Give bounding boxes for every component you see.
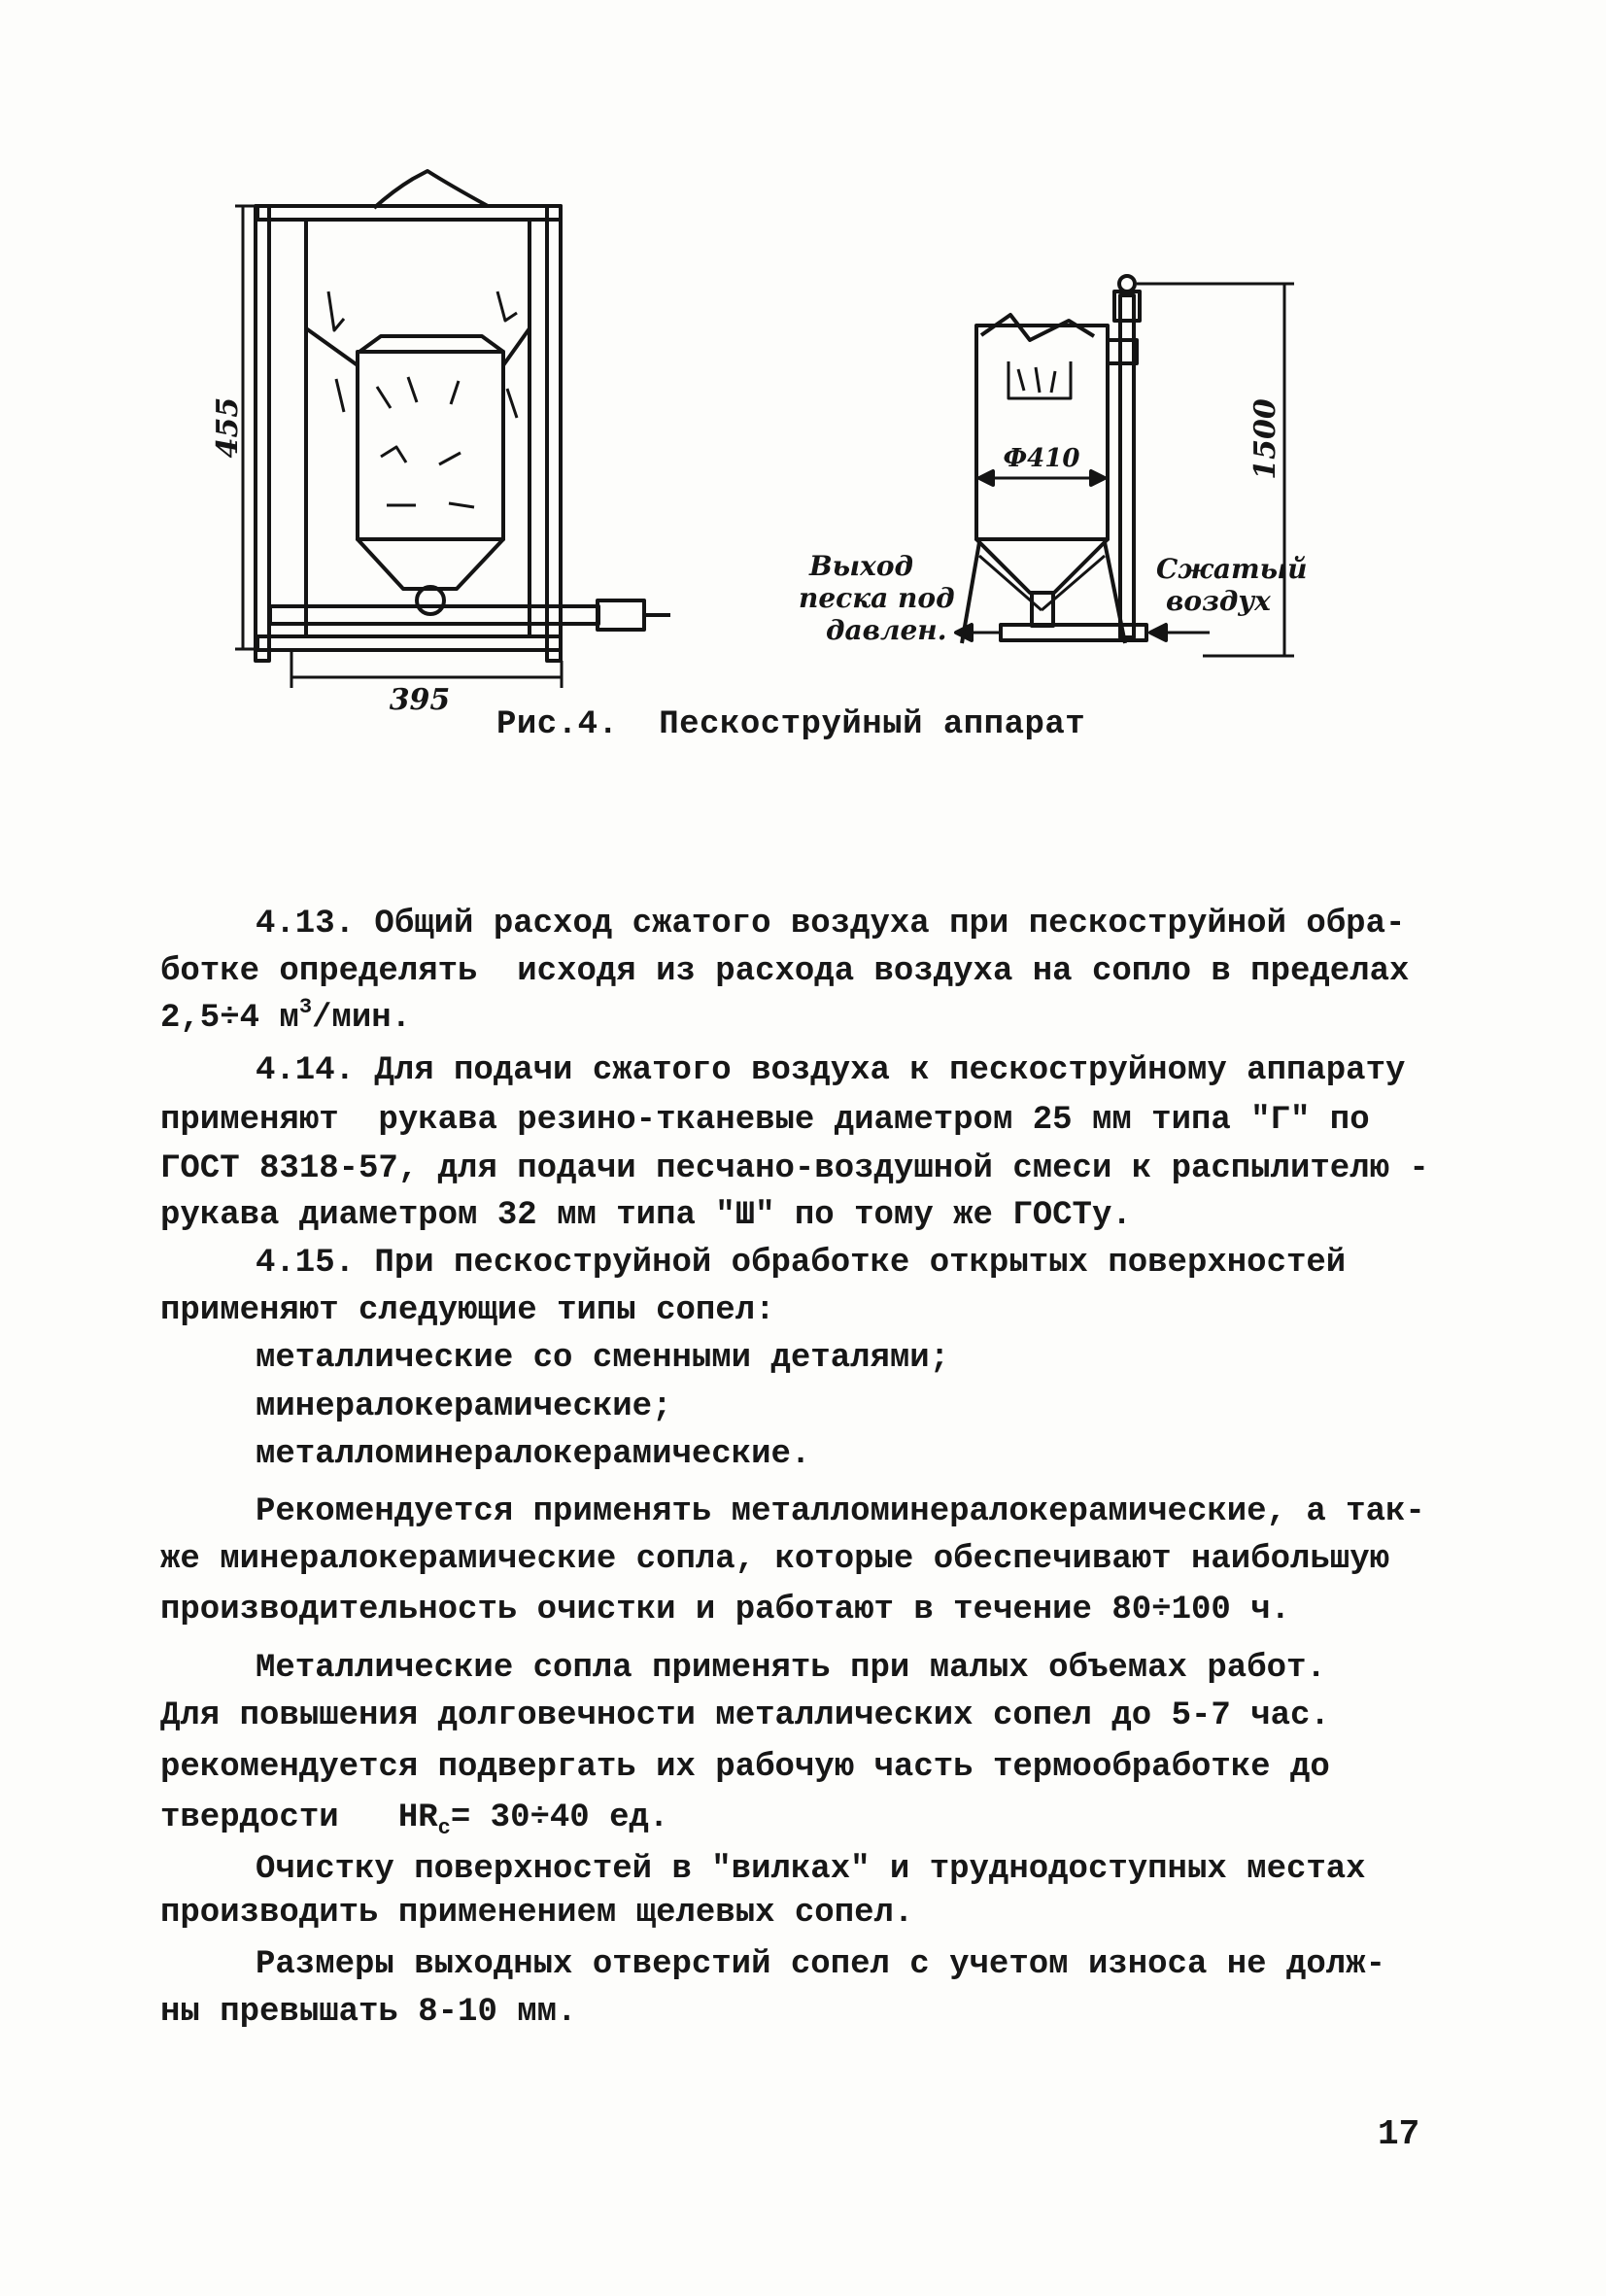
- outlet-arrow-head: [956, 625, 972, 640]
- tank-body: [976, 326, 1108, 539]
- brace-right: [1042, 556, 1105, 610]
- metal-nozzles-line-1: Металлические сопла применять при малых объемах работ.: [256, 1650, 1326, 1687]
- paragraph-4-14-line-3: ГОСТ 8318-57, для подачи песчано-воздушной смеси к распылителю -: [160, 1150, 1429, 1187]
- right-diameter-label: Ф410: [1003, 444, 1080, 473]
- flow-rate-value: 2,5÷4 м: [160, 1000, 299, 1037]
- hardness-value: = 30÷40 ед.: [450, 1799, 669, 1836]
- hopper-cone: [976, 539, 1108, 593]
- tank-support-right: [503, 328, 530, 365]
- tank-support-left: [306, 328, 358, 365]
- nozzle-type-item: металломинералокерамические.: [256, 1436, 811, 1473]
- recommendation-line-2: же минералокерамические сопла, которые обеспечивают наибольшую: [160, 1541, 1390, 1578]
- hopper-cone: [358, 539, 503, 589]
- recommendation-line-1: Рекомендуется применять металломинералокерамические, а так-: [256, 1493, 1425, 1530]
- metal-nozzles-line-4: [160, 1797, 668, 1839]
- nozzle-type-item: металлические со сменными деталями;: [256, 1340, 950, 1377]
- forks-cleaning-line-1: Очистку поверхностей в "вилках" и труднодоступных местах: [256, 1851, 1366, 1888]
- frame-bottom-beam: [257, 636, 561, 650]
- pipe-fitting: [598, 600, 644, 630]
- inlet-label-line-2: воздух: [1166, 585, 1271, 617]
- orifice-size-line-1: Размеры выходных отверстий сопел с учетом износа не долж-: [256, 1946, 1385, 1983]
- outlet-label-line-3: давлен.: [826, 614, 947, 646]
- figure-4-drawings: [0, 0, 1606, 748]
- frame-top-beam: [257, 206, 561, 220]
- hardness-label: твердости HR: [160, 1799, 438, 1836]
- paragraph-4-14-line-2: применяют рукава резино-тканевые диаметром 25 мм типа "Г" по: [160, 1102, 1370, 1139]
- right-height-dimension-label: 1500: [1248, 398, 1282, 480]
- tank-body: [358, 352, 503, 539]
- flow-rate-exponent: 3: [298, 995, 313, 1019]
- page-number: 17: [1378, 2114, 1420, 2154]
- diameter-arrow-left: [979, 471, 993, 485]
- metal-nozzles-line-2: Для повышения долговечности металлических сопел до 5-7 час.: [160, 1697, 1330, 1734]
- paragraph-4-14-line-4: рукава диаметром 32 мм типа "Ш" по тому же ГОСТу.: [160, 1197, 1132, 1234]
- paragraph-4-13-line-1: 4.13. Общий расход сжатого воздуха при пескоструйной обра-: [256, 906, 1406, 942]
- frame-left-outer-post: [256, 206, 269, 661]
- left-apparatus-drawing: [235, 171, 670, 688]
- hardness-scale-subscript: с: [437, 1816, 451, 1840]
- orifice-size-line-2: ны превышать 8-10 мм.: [160, 1994, 577, 2031]
- paragraph-4-15-line-1: 4.15. При пескоструйной обработке открытых поверхностей: [256, 1245, 1347, 1282]
- riser-valve-handle: [1119, 276, 1135, 291]
- outlet-label-line-1: Выход: [809, 550, 913, 582]
- diameter-arrow-right: [1091, 471, 1105, 485]
- left-height-dimension-label: 455: [211, 396, 245, 459]
- metal-nozzles-line-3: рекомендуется подвергать их рабочую часть термообработке до: [160, 1749, 1330, 1786]
- tank-inner-mechanism: [1008, 361, 1071, 398]
- paragraph-4-14-line-1: 4.14. Для подачи сжатого воздуха к пескоструйному аппарату: [256, 1052, 1406, 1089]
- paragraph-4-13-line-3: [160, 997, 411, 1040]
- recommendation-line-3: производительность очистки и работают в течение 80÷100 ч.: [160, 1592, 1290, 1628]
- forks-cleaning-line-2: производить применением щелевых сопел.: [160, 1895, 914, 1932]
- left-width-dimension-label: 395: [389, 683, 451, 717]
- inlet-arrow-head: [1150, 625, 1166, 640]
- inlet-label-line-1: Сжатый: [1156, 553, 1308, 585]
- flow-rate-unit: /мин.: [312, 1000, 412, 1037]
- hopper-valve: [417, 587, 444, 614]
- lifting-hook: [374, 171, 488, 208]
- nozzle-type-item: минералокерамические;: [256, 1388, 672, 1425]
- outlet-label-line-2: песка под: [799, 582, 955, 614]
- figure-caption: Рис.4. Пескоструйный аппарат: [496, 706, 1086, 743]
- frame-right-outer-post: [547, 206, 561, 661]
- paragraph-4-13-line-2: ботке определять исходя из расхода воздуха на сопло в пределах: [160, 953, 1410, 990]
- air-supply-riser: [1120, 295, 1134, 637]
- paragraph-4-15-line-2: применяют следующие типы сопел:: [160, 1292, 775, 1329]
- tank-lid: [359, 336, 503, 352]
